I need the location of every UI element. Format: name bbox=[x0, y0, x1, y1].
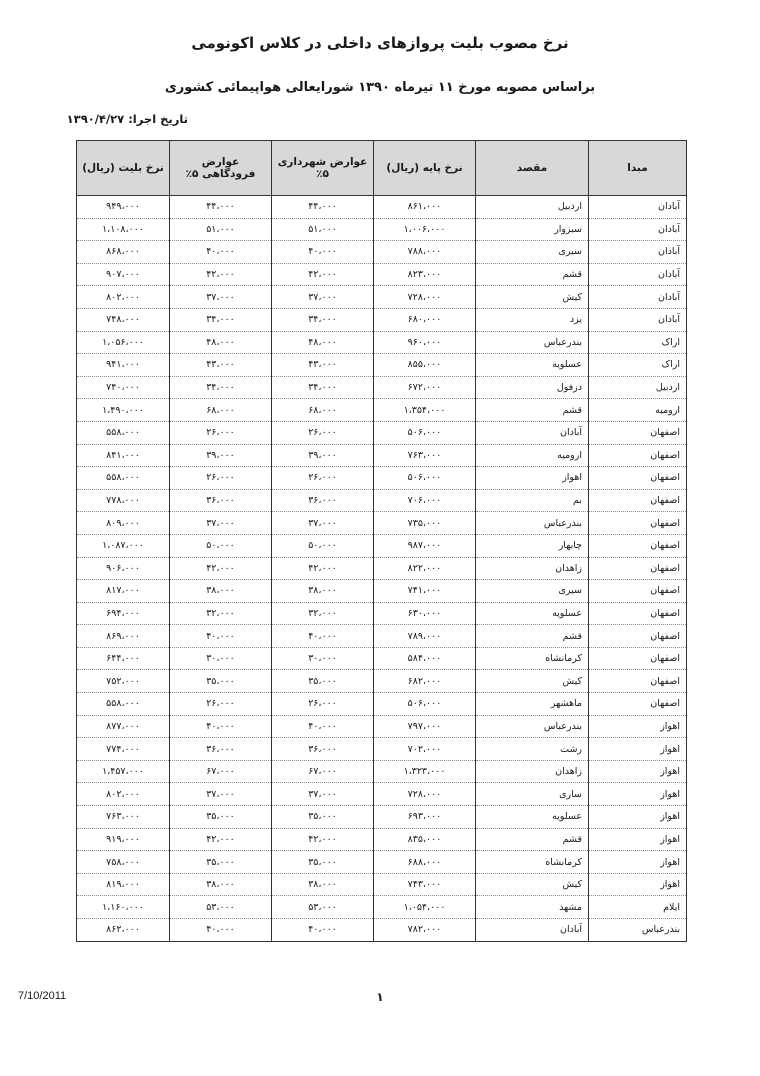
cell-destination: عسلویه bbox=[476, 354, 589, 377]
cell-ticket-fare: ۸۷۷،۰۰۰ bbox=[77, 715, 170, 738]
cell-origin: اصفهان bbox=[589, 580, 687, 603]
cell-ticket-fare: ۸۴۱،۰۰۰ bbox=[77, 444, 170, 467]
cell-municipal-tax: ۲۶،۰۰۰ bbox=[272, 421, 374, 444]
cell-base-fare: ۷۶۳،۰۰۰ bbox=[374, 444, 476, 467]
cell-origin: اصفهان bbox=[589, 534, 687, 557]
cell-origin: اصفهان bbox=[589, 602, 687, 625]
cell-origin: آبادان bbox=[589, 286, 687, 309]
cell-origin: آبادان bbox=[589, 196, 687, 219]
cell-municipal-tax: ۲۶،۰۰۰ bbox=[272, 467, 374, 490]
cell-ticket-fare: ۹۴۱،۰۰۰ bbox=[77, 354, 170, 377]
table-row bbox=[77, 625, 687, 648]
cell-destination: ماهشهر bbox=[476, 693, 589, 716]
cell-municipal-tax: ۳۹،۰۰۰ bbox=[272, 444, 374, 467]
cell-municipal-tax: ۴۲،۰۰۰ bbox=[272, 828, 374, 851]
cell-ticket-fare: ۶۴۴،۰۰۰ bbox=[77, 647, 170, 670]
cell-municipal-tax: ۴۲،۰۰۰ bbox=[272, 263, 374, 286]
cell-ticket-fare: ۷۷۴،۰۰۰ bbox=[77, 738, 170, 761]
table-row bbox=[77, 241, 687, 264]
cell-base-fare: ۶۸۰،۰۰۰ bbox=[374, 308, 476, 331]
cell-origin: اصفهان bbox=[589, 557, 687, 580]
cell-airport-tax: ۶۸،۰۰۰ bbox=[170, 399, 272, 422]
cell-airport-tax: ۶۷،۰۰۰ bbox=[170, 760, 272, 783]
cell-airport-tax: ۳۷،۰۰۰ bbox=[170, 286, 272, 309]
table-row bbox=[77, 308, 687, 331]
cell-origin: اصفهان bbox=[589, 444, 687, 467]
cell-base-fare: ۶۷۲،۰۰۰ bbox=[374, 376, 476, 399]
cell-municipal-tax: ۳۵،۰۰۰ bbox=[272, 806, 374, 829]
cell-origin: بندرعباس bbox=[589, 919, 687, 942]
cell-destination: قشم bbox=[476, 399, 589, 422]
table-row bbox=[77, 896, 687, 919]
cell-origin: اصفهان bbox=[589, 467, 687, 490]
cell-ticket-fare: ۱،۴۹۰،۰۰۰ bbox=[77, 399, 170, 422]
cell-base-fare: ۸۲۳،۰۰۰ bbox=[374, 263, 476, 286]
cell-origin: اهواز bbox=[589, 715, 687, 738]
table-row bbox=[77, 512, 687, 535]
cell-destination: مشهد bbox=[476, 896, 589, 919]
cell-municipal-tax: ۴۲،۰۰۰ bbox=[272, 557, 374, 580]
cell-origin: آبادان bbox=[589, 218, 687, 241]
column-header-ticket-fare: نرخ بلیت (ریال) bbox=[77, 141, 170, 196]
table-row bbox=[77, 670, 687, 693]
cell-destination: کیش bbox=[476, 873, 589, 896]
cell-ticket-fare: ۸۶۲،۰۰۰ bbox=[77, 919, 170, 942]
cell-origin: ارومیه bbox=[589, 399, 687, 422]
cell-municipal-tax: ۵۰،۰۰۰ bbox=[272, 534, 374, 557]
cell-ticket-fare: ۷۴۸،۰۰۰ bbox=[77, 308, 170, 331]
cell-airport-tax: ۵۳،۰۰۰ bbox=[170, 896, 272, 919]
cell-origin: اصفهان bbox=[589, 512, 687, 535]
cell-ticket-fare: ۹۰۷،۰۰۰ bbox=[77, 263, 170, 286]
cell-origin: اهواز bbox=[589, 873, 687, 896]
cell-airport-tax: ۳۸،۰۰۰ bbox=[170, 580, 272, 603]
cell-base-fare: ۹۸۷،۰۰۰ bbox=[374, 534, 476, 557]
cell-airport-tax: ۳۶،۰۰۰ bbox=[170, 489, 272, 512]
cell-origin: اصفهان bbox=[589, 421, 687, 444]
cell-ticket-fare: ۹۰۶،۰۰۰ bbox=[77, 557, 170, 580]
cell-origin: آبادان bbox=[589, 241, 687, 264]
cell-ticket-fare: ۸۶۸،۰۰۰ bbox=[77, 241, 170, 264]
cell-ticket-fare: ۷۴۰،۰۰۰ bbox=[77, 376, 170, 399]
cell-airport-tax: ۳۵،۰۰۰ bbox=[170, 670, 272, 693]
cell-municipal-tax: ۳۵،۰۰۰ bbox=[272, 851, 374, 874]
cell-base-fare: ۷۸۲،۰۰۰ bbox=[374, 919, 476, 942]
cell-municipal-tax: ۳۷،۰۰۰ bbox=[272, 783, 374, 806]
cell-destination: رشت bbox=[476, 738, 589, 761]
cell-ticket-fare: ۱،۱۶۰،۰۰۰ bbox=[77, 896, 170, 919]
table-row bbox=[77, 693, 687, 716]
cell-ticket-fare: ۸۰۲،۰۰۰ bbox=[77, 783, 170, 806]
cell-municipal-tax: ۳۶،۰۰۰ bbox=[272, 738, 374, 761]
table-row bbox=[77, 534, 687, 557]
cell-base-fare: ۷۸۸،۰۰۰ bbox=[374, 241, 476, 264]
cell-destination: کرمانشاه bbox=[476, 647, 589, 670]
table-row bbox=[77, 715, 687, 738]
cell-base-fare: ۸۶۱،۰۰۰ bbox=[374, 196, 476, 219]
cell-airport-tax: ۴۲،۰۰۰ bbox=[170, 557, 272, 580]
cell-ticket-fare: ۷۵۸،۰۰۰ bbox=[77, 851, 170, 874]
cell-airport-tax: ۴۲،۰۰۰ bbox=[170, 828, 272, 851]
cell-origin: اصفهان bbox=[589, 625, 687, 648]
cell-airport-tax: ۳۴،۰۰۰ bbox=[170, 308, 272, 331]
cell-origin: اراک bbox=[589, 354, 687, 377]
cell-ticket-fare: ۹۱۹،۰۰۰ bbox=[77, 828, 170, 851]
table-row bbox=[77, 354, 687, 377]
table-row bbox=[77, 738, 687, 761]
cell-base-fare: ۸۳۵،۰۰۰ bbox=[374, 828, 476, 851]
cell-municipal-tax: ۶۸،۰۰۰ bbox=[272, 399, 374, 422]
cell-base-fare: ۷۸۹،۰۰۰ bbox=[374, 625, 476, 648]
table-row bbox=[77, 760, 687, 783]
cell-airport-tax: ۴۴،۰۰۰ bbox=[170, 196, 272, 219]
cell-destination: قشم bbox=[476, 828, 589, 851]
cell-origin: اهواز bbox=[589, 806, 687, 829]
cell-ticket-fare: ۸۱۹،۰۰۰ bbox=[77, 873, 170, 896]
cell-base-fare: ۸۵۵،۰۰۰ bbox=[374, 354, 476, 377]
cell-origin: اصفهان bbox=[589, 693, 687, 716]
cell-municipal-tax: ۳۸،۰۰۰ bbox=[272, 873, 374, 896]
cell-municipal-tax: ۳۵،۰۰۰ bbox=[272, 670, 374, 693]
cell-origin: اهواز bbox=[589, 738, 687, 761]
cell-base-fare: ۶۳۰،۰۰۰ bbox=[374, 602, 476, 625]
table-row bbox=[77, 602, 687, 625]
cell-base-fare: ۷۴۳،۰۰۰ bbox=[374, 873, 476, 896]
cell-airport-tax: ۳۴،۰۰۰ bbox=[170, 376, 272, 399]
cell-ticket-fare: ۸۰۹،۰۰۰ bbox=[77, 512, 170, 535]
cell-airport-tax: ۳۵،۰۰۰ bbox=[170, 806, 272, 829]
cell-ticket-fare: ۹۴۹،۰۰۰ bbox=[77, 196, 170, 219]
table-row bbox=[77, 828, 687, 851]
table-row bbox=[77, 331, 687, 354]
cell-base-fare: ۷۲۸،۰۰۰ bbox=[374, 783, 476, 806]
cell-airport-tax: ۴۳،۰۰۰ bbox=[170, 354, 272, 377]
cell-municipal-tax: ۵۳،۰۰۰ bbox=[272, 896, 374, 919]
table-row bbox=[77, 196, 687, 219]
cell-base-fare: ۵۰۶،۰۰۰ bbox=[374, 693, 476, 716]
cell-airport-tax: ۳۰،۰۰۰ bbox=[170, 647, 272, 670]
cell-base-fare: ۵۰۶،۰۰۰ bbox=[374, 421, 476, 444]
cell-base-fare: ۶۸۸،۰۰۰ bbox=[374, 851, 476, 874]
execution-date: تاریخ اجرا: ۱۳۹۰/۴/۲۷ bbox=[66, 112, 188, 126]
cell-municipal-tax: ۳۸،۰۰۰ bbox=[272, 580, 374, 603]
table-row bbox=[77, 783, 687, 806]
cell-origin: اصفهان bbox=[589, 489, 687, 512]
cell-base-fare: ۵۰۶،۰۰۰ bbox=[374, 467, 476, 490]
cell-municipal-tax: ۳۰،۰۰۰ bbox=[272, 647, 374, 670]
table-row bbox=[77, 399, 687, 422]
cell-destination: بندرعباس bbox=[476, 331, 589, 354]
cell-destination: دزفول bbox=[476, 376, 589, 399]
cell-municipal-tax: ۳۲،۰۰۰ bbox=[272, 602, 374, 625]
column-header-airport-tax: عوارض فرودگاهی ۵٪ bbox=[170, 141, 272, 196]
cell-destination: سیری bbox=[476, 241, 589, 264]
cell-destination: اهواز bbox=[476, 467, 589, 490]
column-header-base-fare: نرخ پایه (ریال) bbox=[374, 141, 476, 196]
page-title: نرخ مصوب بلیت پروازهای داخلی در کلاس اکونومی bbox=[191, 34, 569, 52]
cell-origin: اهواز bbox=[589, 783, 687, 806]
cell-ticket-fare: ۱،۰۵۶،۰۰۰ bbox=[77, 331, 170, 354]
cell-municipal-tax: ۳۷،۰۰۰ bbox=[272, 286, 374, 309]
cell-base-fare: ۹۶۰،۰۰۰ bbox=[374, 331, 476, 354]
cell-ticket-fare: ۵۵۸،۰۰۰ bbox=[77, 693, 170, 716]
cell-origin: آبادان bbox=[589, 308, 687, 331]
cell-municipal-tax: ۴۸،۰۰۰ bbox=[272, 331, 374, 354]
cell-ticket-fare: ۸۱۷،۰۰۰ bbox=[77, 580, 170, 603]
cell-airport-tax: ۳۷،۰۰۰ bbox=[170, 783, 272, 806]
fare-table bbox=[76, 140, 687, 942]
cell-ticket-fare: ۵۵۸،۰۰۰ bbox=[77, 467, 170, 490]
table-row bbox=[77, 489, 687, 512]
cell-airport-tax: ۴۸،۰۰۰ bbox=[170, 331, 272, 354]
table-row bbox=[77, 647, 687, 670]
table-row bbox=[77, 218, 687, 241]
cell-destination: عسلویه bbox=[476, 806, 589, 829]
cell-destination: سیری bbox=[476, 580, 589, 603]
cell-destination: کیش bbox=[476, 286, 589, 309]
page-subtitle: براساس مصوبه مورخ ۱۱ تیرماه ۱۳۹۰ شورایعالی هواپیمائی کشوری bbox=[164, 80, 596, 95]
cell-origin: اصفهان bbox=[589, 670, 687, 693]
cell-municipal-tax: ۲۶،۰۰۰ bbox=[272, 693, 374, 716]
cell-destination: بم bbox=[476, 489, 589, 512]
cell-ticket-fare: ۷۵۲،۰۰۰ bbox=[77, 670, 170, 693]
column-header-destination: مقصد bbox=[476, 141, 589, 196]
cell-origin: اهواز bbox=[589, 760, 687, 783]
column-header-origin: مبدا bbox=[589, 141, 687, 196]
cell-destination: ارومیه bbox=[476, 444, 589, 467]
cell-base-fare: ۱،۰۵۴،۰۰۰ bbox=[374, 896, 476, 919]
cell-municipal-tax: ۴۰،۰۰۰ bbox=[272, 919, 374, 942]
cell-airport-tax: ۳۲،۰۰۰ bbox=[170, 602, 272, 625]
cell-base-fare: ۷۰۶،۰۰۰ bbox=[374, 489, 476, 512]
cell-destination: کرمانشاه bbox=[476, 851, 589, 874]
table-row bbox=[77, 851, 687, 874]
cell-municipal-tax: ۳۷،۰۰۰ bbox=[272, 512, 374, 535]
cell-origin: اهواز bbox=[589, 828, 687, 851]
cell-destination: یزد bbox=[476, 308, 589, 331]
cell-destination: آبادان bbox=[476, 919, 589, 942]
cell-base-fare: ۷۰۲،۰۰۰ bbox=[374, 738, 476, 761]
cell-destination: قشم bbox=[476, 263, 589, 286]
cell-destination: قشم bbox=[476, 625, 589, 648]
cell-airport-tax: ۴۲،۰۰۰ bbox=[170, 263, 272, 286]
cell-municipal-tax: ۵۱،۰۰۰ bbox=[272, 218, 374, 241]
cell-ticket-fare: ۷۶۳،۰۰۰ bbox=[77, 806, 170, 829]
table-row bbox=[77, 421, 687, 444]
cell-ticket-fare: ۶۹۴،۰۰۰ bbox=[77, 602, 170, 625]
cell-origin: اردبیل bbox=[589, 376, 687, 399]
cell-destination: سبزوار bbox=[476, 218, 589, 241]
cell-base-fare: ۷۳۵،۰۰۰ bbox=[374, 512, 476, 535]
cell-municipal-tax: ۴۳،۰۰۰ bbox=[272, 354, 374, 377]
cell-municipal-tax: ۳۴،۰۰۰ bbox=[272, 308, 374, 331]
cell-ticket-fare: ۱،۰۸۷،۰۰۰ bbox=[77, 534, 170, 557]
cell-destination: آبادان bbox=[476, 421, 589, 444]
table-row bbox=[77, 919, 687, 942]
fare-table-body bbox=[77, 196, 687, 942]
cell-airport-tax: ۲۶،۰۰۰ bbox=[170, 421, 272, 444]
cell-municipal-tax: ۴۰،۰۰۰ bbox=[272, 715, 374, 738]
cell-ticket-fare: ۱،۴۵۷،۰۰۰ bbox=[77, 760, 170, 783]
table-row bbox=[77, 263, 687, 286]
cell-airport-tax: ۴۰،۰۰۰ bbox=[170, 625, 272, 648]
cell-destination: عسلویه bbox=[476, 602, 589, 625]
table-row bbox=[77, 580, 687, 603]
cell-base-fare: ۷۴۱،۰۰۰ bbox=[374, 580, 476, 603]
cell-ticket-fare: ۸۶۹،۰۰۰ bbox=[77, 625, 170, 648]
cell-base-fare: ۱،۰۰۶،۰۰۰ bbox=[374, 218, 476, 241]
cell-base-fare: ۱،۳۲۳،۰۰۰ bbox=[374, 760, 476, 783]
cell-municipal-tax: ۳۴،۰۰۰ bbox=[272, 376, 374, 399]
table-row bbox=[77, 873, 687, 896]
cell-base-fare: ۱،۳۵۴،۰۰۰ bbox=[374, 399, 476, 422]
cell-destination: بندرعباس bbox=[476, 715, 589, 738]
table-header-row bbox=[77, 141, 687, 196]
cell-airport-tax: ۳۷،۰۰۰ bbox=[170, 512, 272, 535]
cell-base-fare: ۶۸۲،۰۰۰ bbox=[374, 670, 476, 693]
cell-municipal-tax: ۶۷،۰۰۰ bbox=[272, 760, 374, 783]
table-row bbox=[77, 376, 687, 399]
table-row bbox=[77, 557, 687, 580]
cell-municipal-tax: ۳۶،۰۰۰ bbox=[272, 489, 374, 512]
cell-airport-tax: ۴۰،۰۰۰ bbox=[170, 715, 272, 738]
cell-airport-tax: ۵۰،۰۰۰ bbox=[170, 534, 272, 557]
cell-origin: ایلام bbox=[589, 896, 687, 919]
cell-base-fare: ۵۸۴،۰۰۰ bbox=[374, 647, 476, 670]
cell-ticket-fare: ۷۷۸،۰۰۰ bbox=[77, 489, 170, 512]
cell-airport-tax: ۲۶،۰۰۰ bbox=[170, 467, 272, 490]
cell-municipal-tax: ۴۴،۰۰۰ bbox=[272, 196, 374, 219]
cell-municipal-tax: ۴۰،۰۰۰ bbox=[272, 241, 374, 264]
cell-airport-tax: ۳۵،۰۰۰ bbox=[170, 851, 272, 874]
cell-origin: آبادان bbox=[589, 263, 687, 286]
cell-airport-tax: ۳۹،۰۰۰ bbox=[170, 444, 272, 467]
cell-origin: اراک bbox=[589, 331, 687, 354]
column-header-municipal-tax: عوارض شهرداری ۵٪ bbox=[272, 141, 374, 196]
cell-airport-tax: ۳۸،۰۰۰ bbox=[170, 873, 272, 896]
cell-base-fare: ۸۲۲،۰۰۰ bbox=[374, 557, 476, 580]
cell-destination: کیش bbox=[476, 670, 589, 693]
print-date: 7/10/2011 bbox=[18, 990, 67, 1002]
cell-ticket-fare: ۸۰۲،۰۰۰ bbox=[77, 286, 170, 309]
cell-destination: ساری bbox=[476, 783, 589, 806]
page-number: ۱ bbox=[376, 990, 384, 1004]
table-row bbox=[77, 467, 687, 490]
cell-airport-tax: ۴۰،۰۰۰ bbox=[170, 241, 272, 264]
cell-airport-tax: ۲۶،۰۰۰ bbox=[170, 693, 272, 716]
cell-base-fare: ۷۹۷،۰۰۰ bbox=[374, 715, 476, 738]
cell-airport-tax: ۵۱،۰۰۰ bbox=[170, 218, 272, 241]
cell-airport-tax: ۴۰،۰۰۰ bbox=[170, 919, 272, 942]
cell-base-fare: ۷۲۸،۰۰۰ bbox=[374, 286, 476, 309]
table-row bbox=[77, 286, 687, 309]
cell-destination: بندرعباس bbox=[476, 512, 589, 535]
cell-destination: زاهدان bbox=[476, 557, 589, 580]
cell-ticket-fare: ۵۵۸،۰۰۰ bbox=[77, 421, 170, 444]
cell-destination: زاهدان bbox=[476, 760, 589, 783]
table-row bbox=[77, 444, 687, 467]
cell-ticket-fare: ۱،۱۰۸،۰۰۰ bbox=[77, 218, 170, 241]
cell-origin: اهواز bbox=[589, 851, 687, 874]
cell-base-fare: ۶۹۳،۰۰۰ bbox=[374, 806, 476, 829]
cell-destination: چابهار bbox=[476, 534, 589, 557]
table-row bbox=[77, 806, 687, 829]
cell-municipal-tax: ۴۰،۰۰۰ bbox=[272, 625, 374, 648]
cell-airport-tax: ۳۶،۰۰۰ bbox=[170, 738, 272, 761]
cell-origin: اصفهان bbox=[589, 647, 687, 670]
cell-destination: اردبیل bbox=[476, 196, 589, 219]
